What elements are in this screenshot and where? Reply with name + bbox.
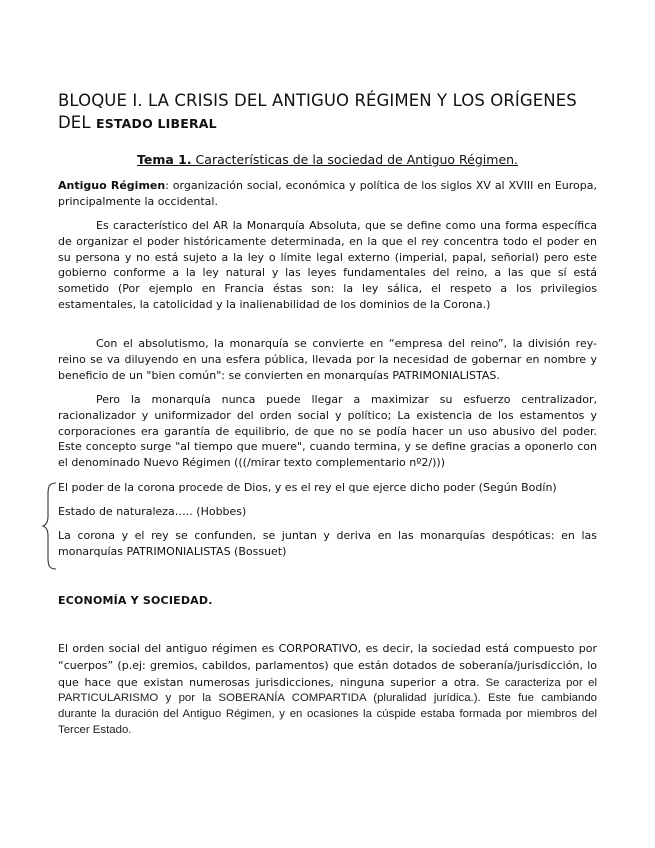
- paragraph-corporative-order: [58, 641, 597, 739]
- title-small-caps: ESTADO LIBERAL: [95, 116, 217, 131]
- brace-item-bodin: El poder de la corona procede de Dios, y es el rey el que ejerce dicho poder (Según Bodín): [58, 481, 557, 494]
- corporative-text-part1: El orden social del antiguo régimen es CORPORATIVO, es decir, la sociedad está compuesto por “cuerpos” (p.ej: gremios, cabildos, parlamentos) que están dotados de soberanía/jurisdicción, lo que hace que existan numerosas jurisdicciones, ninguna superior a otra.: [58, 642, 597, 689]
- definition-term: Antiguo Régimen: [58, 179, 166, 192]
- definition-paragraph: [58, 178, 597, 210]
- title-main: BLOQUE I. LA CRISIS DEL ANTIGUO RÉGIMEN Y LOS ORÍGENES DEL: [58, 91, 577, 132]
- paragraph-centralization: Pero la monarquía nunca puede llegar a maximizar su esfuerzo centralizador, racionalizador y uniformizador del orden social y político; La existencia de los estamentos y corporaciones era garantía de equilibrio, de que no se podía hacer un uso abusivo del poder. Este concepto surge "al tiempo que muere", cuando termina, y se define gracias a oponerlo con el denominado Nuevo Régimen (((/mirar texto complementario nº2/))): [58, 393, 597, 470]
- topic-label: Tema 1.: [136, 152, 192, 167]
- section-heading-economy: ECONOMÍA Y SOCIEDAD.: [58, 594, 213, 607]
- paragraph-absolutism: Con el absolutismo, la monarquía se convierte en “empresa del reino”, la división rey-reino se va diluyendo en una esfera pública, llevada por la necesidad de gobernar en nombre y beneficio de un "bien común": se convierten en monarquías PATRIMONIALISTAS.: [58, 337, 597, 382]
- topic-text: Características de la sociedad de Antiguo Régimen.: [191, 152, 519, 167]
- definition-text: : organización social, económica y política de los siglos XV al XVIII en Europa, principalmente la occidental.: [58, 179, 598, 208]
- curly-brace-icon: [42, 482, 58, 570]
- brace-item-bossuet: La corona y el rey se confunden, se juntan y deriva en las monarquías despóticas: en las monarquías PATRIMONIALISTAS (Bossuet): [58, 529, 597, 558]
- topic-heading: [58, 152, 597, 168]
- paragraph-absolute-monarchy: Es característico del AR la Monarquía Absoluta, que se define como una forma específica de organizar el poder históricamente determinada, en la que el rey concentra todo el poder en su persona y no está sujeto a la ley o límite legal externo (imperial, papal, señorial) pero este gobierno conforme a la ley natural y las leyes fundamentales del reino, a las que sí está sometido (Por ejemplo en Francia éstas son: la ley sálica, el respeto a los privilegios estamentales, la catolicidad y la inalienabilidad de los dominios de la Corona.): [58, 219, 597, 311]
- document-title: [58, 90, 598, 135]
- corporative-text-part2: Se caracteriza por el PARTICULARISMO y por la SOBERANÍA COMPARTIDA (pluralidad jurídica.). Este fue cambiando durante la duración del Antiguo Régimen, y en ocasiones la cúspide estaba formada por miembros del Tercer Estado.: [58, 676, 597, 736]
- brace-item-hobbes: Estado de naturaleza….. (Hobbes): [58, 505, 247, 518]
